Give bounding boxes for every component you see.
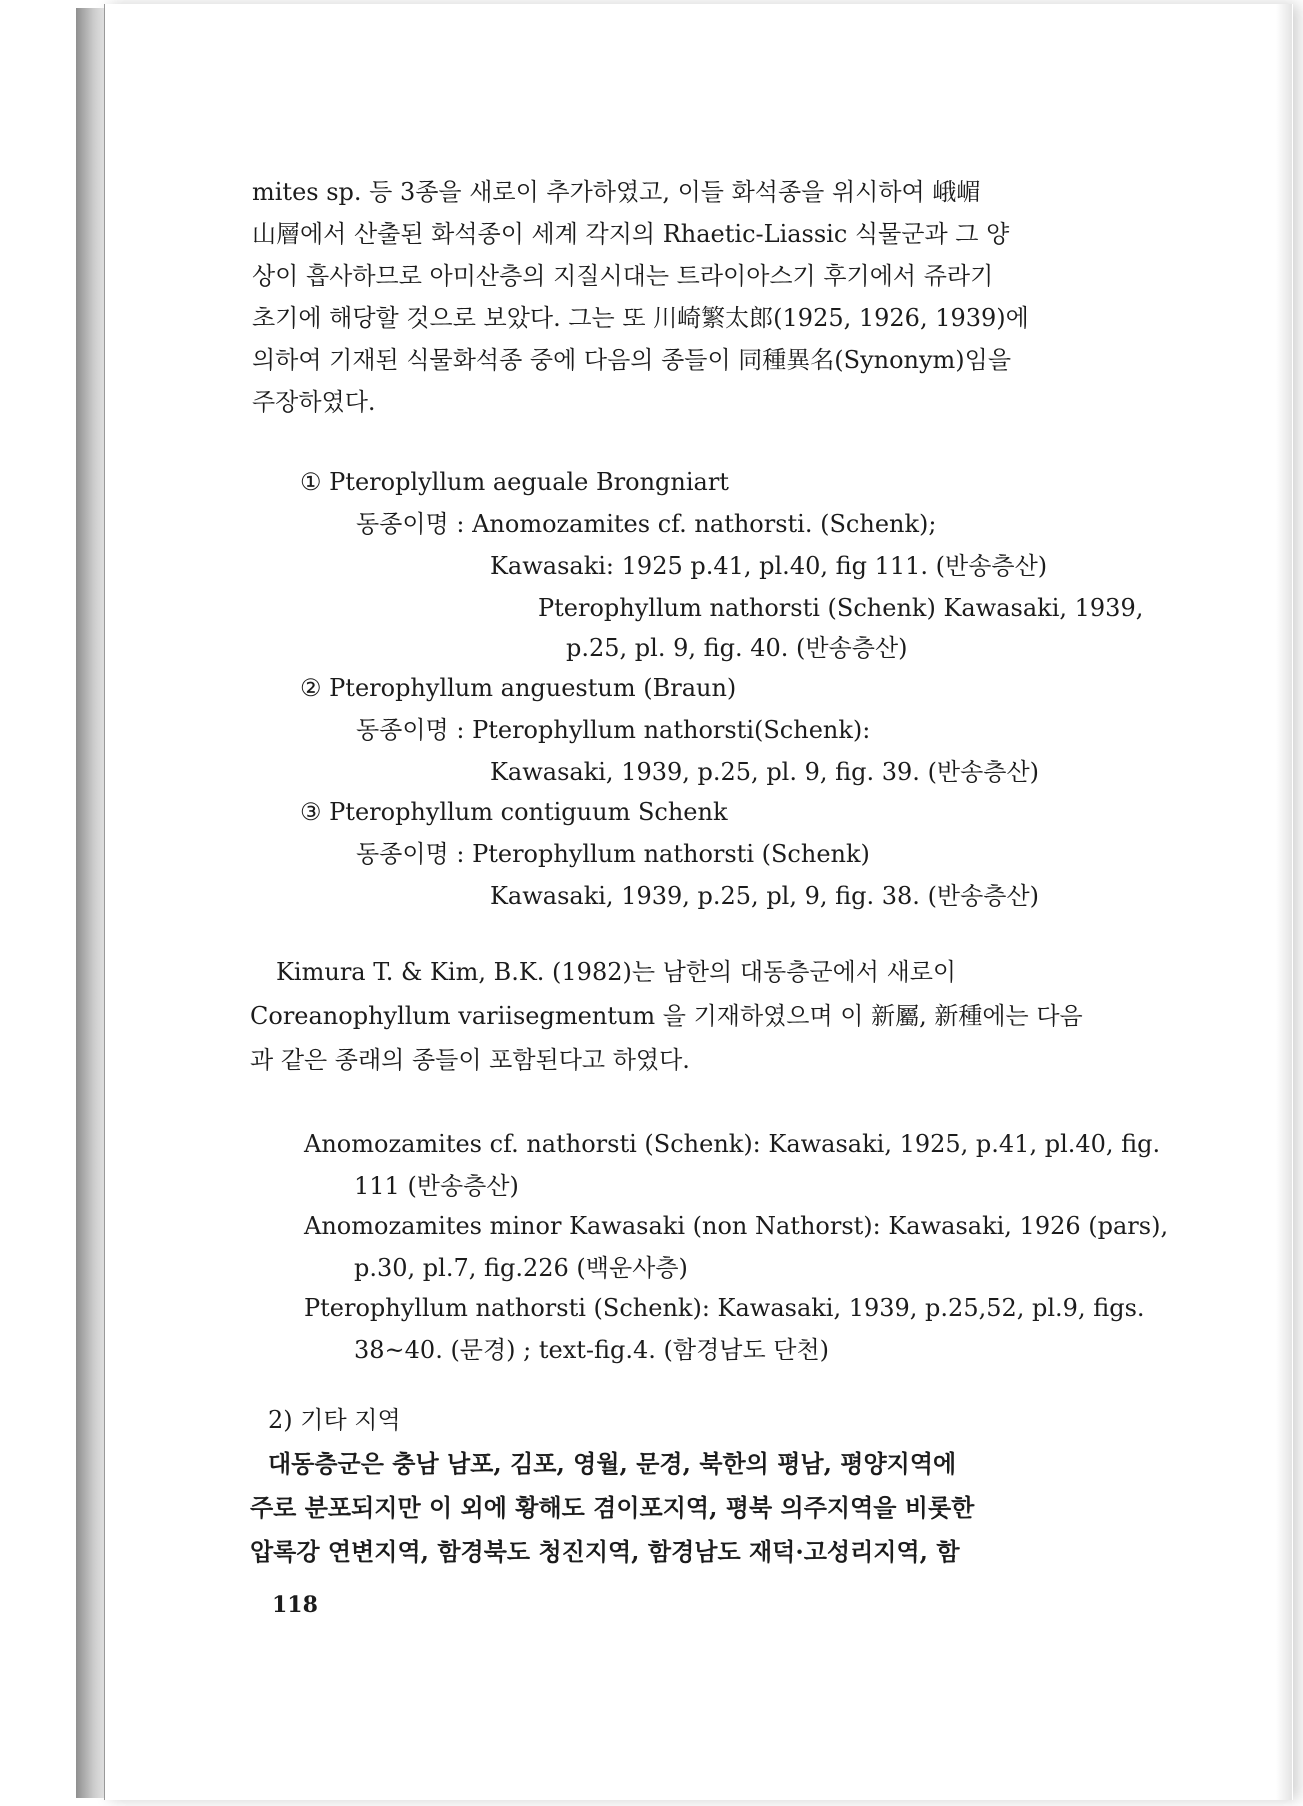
species-title: ③ Pterophyllum contiguum Schenk <box>300 798 728 826</box>
reference-line: p.25, pl. 9, fig. 40. (반송층산) <box>566 634 908 662</box>
section-heading: 2) 기타 지역 <box>268 1406 401 1434</box>
list-item-line: 111 (반송층산) <box>354 1172 519 1200</box>
synonym-line: 동종이명 : Pterophyllum nathorsti(Schenk): <box>356 716 871 744</box>
reference-line: Kawasaki, 1939, p.25, pl, 9, fig. 38. (반송층산) <box>490 882 1040 910</box>
paragraph-line: 주장하였다. <box>252 388 376 416</box>
reference-line: Pterophyllum nathorsti (Schenk) Kawasaki, 1939, <box>538 594 1144 622</box>
paragraph-line: 상이 흡사하므로 아미산층의 지질시대는 트라이아스기 후기에서 쥬라기 <box>252 262 994 290</box>
reference-line: Kawasaki: 1925 p.41, pl.40, fig 111. (반송층산) <box>490 552 1048 580</box>
list-item-line: Anomozamites minor Kawasaki (non Nathorst): Kawasaki, 1926 (pars), <box>304 1212 1169 1240</box>
synonym-line: 동종이명 : Pterophyllum nathorsti (Schenk) <box>356 840 870 868</box>
list-item-line: Pterophyllum nathorsti (Schenk): Kawasaki, 1939, p.25,52, pl.9, figs. <box>304 1294 1145 1322</box>
paragraph-line: mites sp. 등 3종을 새로이 추가하였고, 이들 화석종을 위시하여 峨嵋 <box>252 178 981 206</box>
paragraph-line: Kimura T. & Kim, B.K. (1982)는 남한의 대동층군에서 새로이 <box>276 958 957 986</box>
paragraph-line: 주로 분포되지만 이 외에 황해도 겸이포지역, 평북 의주지역을 비롯한 <box>250 1493 975 1522</box>
page-number: 118 <box>272 1592 318 1618</box>
book-spine <box>76 8 104 1798</box>
list-item-line: 38~40. (문경) ; text-fig.4. (함경남도 단천) <box>354 1336 830 1364</box>
reference-line: Kawasaki, 1939, p.25, pl. 9, fig. 39. (반송층산) <box>490 758 1040 786</box>
synonym-line: 동종이명 : Anomozamites cf. nathorsti. (Schenk); <box>356 510 937 538</box>
list-item-line: p.30, pl.7, fig.226 (백운사층) <box>354 1254 688 1282</box>
paragraph-line: 과 같은 종래의 종들이 포함된다고 하였다. <box>250 1046 690 1074</box>
paragraph-line: 초기에 해당할 것으로 보았다. 그는 또 川崎繁太郎(1925, 1926, 1939)에 <box>252 304 1029 332</box>
paragraph-line: 대동층군은 충남 남포, 김포, 영월, 문경, 북한의 평남, 평양지역에 <box>268 1449 957 1478</box>
species-title: ① Pteroplyllum aeguale Brongniart <box>300 468 729 496</box>
paragraph-line: Coreanophyllum variisegmentum 을 기재하였으며 이 新屬, 新種에는 다음 <box>250 1002 1083 1030</box>
paragraph-line: 압록강 연변지역, 함경북도 청진지역, 함경남도 재덕·고성리지역, 함 <box>250 1537 960 1566</box>
paragraph-line: 의하여 기재된 식물화석종 중에 다음의 종들이 同種異名(Synonym)임을 <box>252 346 1012 374</box>
page-edge <box>1276 4 1292 1800</box>
species-title: ② Pterophyllum anguestum (Braun) <box>300 674 737 702</box>
paragraph-line: 山層에서 산출된 화석종이 세계 각지의 Rhaetic-Liassic 식물군과 그 양 <box>252 220 1010 248</box>
list-item-line: Anomozamites cf. nathorsti (Schenk): Kawasaki, 1925, p.41, pl.40, fig. <box>304 1130 1161 1158</box>
